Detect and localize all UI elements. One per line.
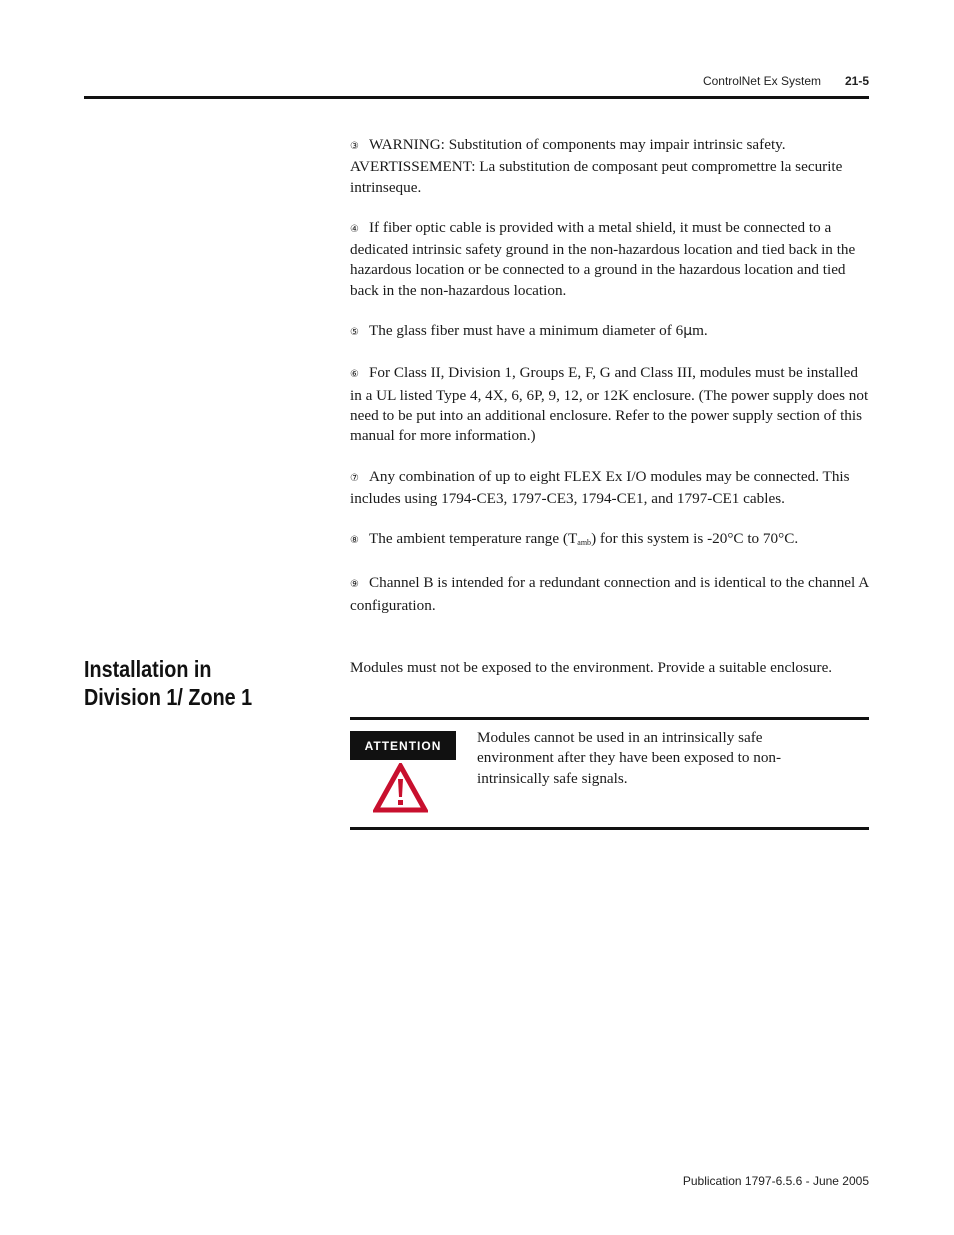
note-text-after: ) for this system is -20°C to 70°C.	[591, 530, 799, 548]
attention-bottom-rule	[350, 827, 869, 830]
note-subscript: amb	[577, 538, 592, 548]
header-rule	[84, 96, 869, 99]
attention-top-rule	[350, 717, 869, 720]
note-6	[350, 363, 870, 446]
attention-text: Modules cannot be used in an intrinsically safe environment after they have been exposed to non-intrinsically safe signals.	[477, 729, 782, 787]
note-5	[350, 321, 870, 343]
note-9	[350, 573, 870, 616]
note-number: ⑧	[350, 535, 359, 547]
notes-list	[350, 135, 870, 636]
note-3	[350, 135, 870, 198]
note-text: Channel B is intended for a redundant connection and is identical to the channel A configuration.	[350, 574, 869, 614]
note-number: ⑨	[350, 579, 359, 591]
note-7	[350, 467, 870, 510]
note-text: The glass fiber must have a minimum diameter of 6	[368, 322, 684, 340]
note-4	[350, 218, 870, 301]
note-text: The ambient temperature range (T	[368, 530, 578, 548]
note-text: Any combination of up to eight FLEX Ex I/O modules may be connected. This includes using 1794-CE3, 1797-CE3, 1794-CE1, and 1797-CE1 cables.	[350, 467, 850, 507]
section-intro: Modules must not be exposed to the environment. Provide a suitable enclosure.	[350, 659, 833, 676]
note-number: ⑤	[350, 327, 359, 339]
header-section-title: ControlNet Ex System	[702, 74, 821, 88]
note-unit: μ	[683, 323, 693, 340]
note-number: ④	[350, 223, 359, 235]
note-number: ③	[350, 141, 359, 152]
warning-triangle-icon	[373, 763, 428, 813]
note-text-after: m.	[692, 322, 708, 340]
note-text: If fiber optic cable is provided with a metal shield, it must be connected to a dedicated intrinsic safety ground in the non-hazardous location and tied back in the hazardous location or be connected to a ground in the hazardous location and tied back in the non-hazardous location.	[350, 218, 856, 299]
section-heading: Installation in Division 1/ Zone 1	[84, 656, 253, 710]
attention-label: ATTENTION	[350, 731, 456, 760]
note-text: WARNING: Substitution of components may impair intrinsic safety. AVERTISSEMENT: La substitution de composant peut compromettre la securite intrinseque.	[350, 136, 843, 196]
header-page-number: 21-5	[844, 74, 869, 88]
note-number: ⑥	[350, 369, 359, 381]
footer-publication: Publication 1797-6.5.6 - June 2005	[682, 1174, 869, 1188]
note-number: ⑦	[350, 472, 359, 484]
note-8	[350, 529, 870, 553]
note-text: For Class II, Division 1, Groups E, F, G and Class III, modules must be installed in a UL listed Type 4, 4X, 6, 6P, 9, 12, or 12K enclosure. (The power supply does not need to be put into an additional enclosure. Refer to the power supply section of this manual for more information.)	[350, 364, 869, 445]
